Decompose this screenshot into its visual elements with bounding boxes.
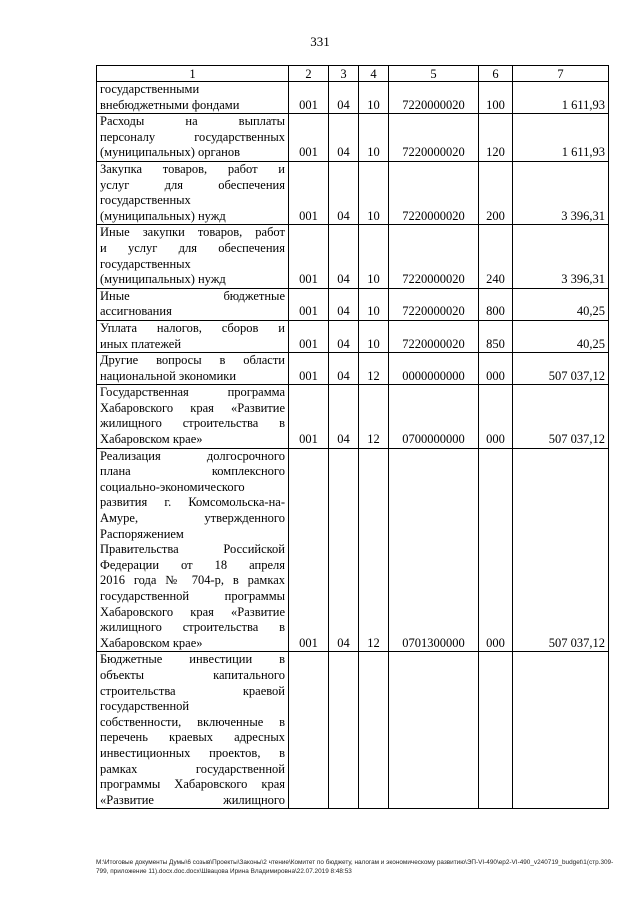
table-row [97, 353, 609, 385]
row-name-line: рамках государственной [100, 761, 285, 776]
code-expense-type-cell: 000 [479, 448, 513, 652]
row-name-line: перечень краевых адресных [100, 730, 285, 745]
col-header-6: 6 [479, 66, 513, 82]
code-admin-cell: 001 [289, 161, 329, 224]
row-name-line: государственных [100, 193, 191, 208]
document-footer: M:\Итоговые документы Думы\6 созыв\Проекты\Законы\2 чтение\Комитет по бюджету, налогам и экономическому развитию\ЭП-VI-490\ep2-VI-490_v240719_budget\1(стр.309-799, приложение 11).docx.doc.docx\Швацова Ирина Владимировна\22.07.2019 8:48:53 [96, 859, 614, 875]
row-name-cell [97, 288, 289, 320]
col-header-2: 2 [289, 66, 329, 82]
code-admin-cell: 001 [289, 353, 329, 385]
row-name-line: и услуг для обеспечения [100, 240, 285, 255]
row-name-line: строительства краевой [100, 683, 285, 698]
row-name-line: 2016 года № 704-р, в рамках [100, 573, 285, 588]
row-name-line: государственной [100, 699, 190, 714]
code-expense-type-cell: 850 [479, 320, 513, 352]
col-header-3: 3 [329, 66, 359, 82]
code-target-cell: 7220000020 [389, 225, 479, 288]
row-name-line: Уплата налогов, сборов и [100, 320, 285, 335]
code-expense-type-cell: 000 [479, 353, 513, 385]
row-name-cell [97, 652, 289, 809]
code-subsection-cell: 10 [359, 320, 389, 352]
amount-cell: 40,25 [513, 320, 609, 352]
code-target-cell: 7220000020 [389, 320, 479, 352]
code-subsection-cell: 10 [359, 288, 389, 320]
row-name-line: (муниципальных) нужд [100, 208, 226, 223]
row-name-cell [97, 161, 289, 224]
row-name-line: Хабаровском крае» [100, 432, 203, 447]
code-target-cell [389, 652, 479, 809]
row-name-line: инвестиционных проектов, в [100, 745, 285, 760]
row-name-line: персоналу государственных [100, 129, 285, 144]
row-name-line: Государственная программа [100, 385, 285, 400]
code-subsection-cell: 12 [359, 353, 389, 385]
code-target-cell: 0000000000 [389, 353, 479, 385]
row-name-cell [97, 225, 289, 288]
code-subsection-cell: 10 [359, 82, 389, 114]
row-name-line: Хабаровском крае» [100, 635, 203, 650]
row-name-line: Другие вопросы в области [100, 353, 285, 368]
row-name-line: государственной программы [100, 589, 285, 603]
code-subsection-cell: 10 [359, 225, 389, 288]
code-section-cell: 04 [329, 385, 359, 448]
row-name-line: социально-экономического [100, 479, 245, 494]
row-name-line: Хабаровского края «Развитие [100, 400, 285, 415]
row-name-line: жилищного строительства в [100, 416, 285, 431]
col-header-7: 7 [513, 66, 609, 82]
code-section-cell: 04 [329, 82, 359, 114]
row-name-cell [97, 114, 289, 162]
code-admin-cell: 001 [289, 448, 329, 652]
code-target-cell: 7220000020 [389, 82, 479, 114]
code-target-cell: 7220000020 [389, 288, 479, 320]
amount-cell: 40,25 [513, 288, 609, 320]
code-section-cell: 04 [329, 353, 359, 385]
code-section-cell: 04 [329, 225, 359, 288]
code-subsection-cell: 10 [359, 114, 389, 162]
amount-cell: 1 611,93 [513, 82, 609, 114]
row-name-line: государственных [100, 256, 191, 271]
code-admin-cell [289, 652, 329, 809]
row-name-cell [97, 385, 289, 448]
row-name-line: Иные закупки товаров, работ [100, 225, 285, 240]
code-subsection-cell [359, 652, 389, 809]
row-name-line: услуг для обеспечения [100, 177, 285, 192]
row-name-line: иных платежей [100, 336, 182, 351]
row-name-line: Закупка товаров, работ и [100, 161, 285, 176]
table-row [97, 82, 609, 114]
col-header-5: 5 [389, 66, 479, 82]
amount-cell: 3 396,31 [513, 225, 609, 288]
row-name-line: Распоряжением [100, 526, 184, 541]
row-name-line: государственными [100, 82, 200, 96]
code-target-cell: 0701300000 [389, 448, 479, 652]
code-admin-cell: 001 [289, 114, 329, 162]
code-section-cell: 04 [329, 114, 359, 162]
col-header-1: 1 [97, 66, 289, 82]
code-admin-cell: 001 [289, 320, 329, 352]
table-body [97, 82, 609, 809]
code-section-cell: 04 [329, 448, 359, 652]
code-subsection-cell: 10 [359, 161, 389, 224]
row-name-line: (муниципальных) нужд [100, 272, 226, 287]
code-target-cell: 0700000000 [389, 385, 479, 448]
row-name-line: Федерации от 18 апреля [100, 557, 285, 572]
row-name-line: Расходы на выплаты [100, 114, 285, 129]
table-row [97, 161, 609, 224]
budget-table [96, 65, 609, 809]
row-name-cell [97, 82, 289, 114]
row-name-line: объекты капитального [100, 667, 285, 682]
code-subsection-cell: 12 [359, 385, 389, 448]
code-expense-type-cell: 800 [479, 288, 513, 320]
row-name-cell [97, 353, 289, 385]
row-name-line: национальной экономики [100, 368, 237, 383]
table-row [97, 225, 609, 288]
table-row [97, 320, 609, 352]
amount-cell [513, 652, 609, 809]
code-target-cell: 7220000020 [389, 161, 479, 224]
row-name-line: Правительства Российской [100, 542, 285, 557]
amount-cell: 3 396,31 [513, 161, 609, 224]
code-expense-type-cell: 100 [479, 82, 513, 114]
table-row [97, 652, 609, 809]
table-row [97, 288, 609, 320]
table-row [97, 385, 609, 448]
code-expense-type-cell: 200 [479, 161, 513, 224]
amount-cell: 507 037,12 [513, 353, 609, 385]
row-name-line: программы Хабаровского края [100, 777, 285, 792]
table-row [97, 448, 609, 652]
code-admin-cell: 001 [289, 82, 329, 114]
amount-cell: 507 037,12 [513, 385, 609, 448]
code-section-cell: 04 [329, 320, 359, 352]
row-name-line: жилищного строительства в [100, 620, 285, 635]
row-name-line: Реализация долгосрочного [100, 448, 285, 463]
amount-cell: 1 611,93 [513, 114, 609, 162]
row-name-line: (муниципальных) органов [100, 145, 241, 160]
row-name-line: Хабаровского края «Развитие [100, 604, 285, 619]
row-name-line: «Развитие жилищного [100, 792, 285, 807]
row-name-line: Иные бюджетные [100, 288, 285, 303]
code-expense-type-cell: 000 [479, 385, 513, 448]
row-name-line: ассигнования [100, 304, 172, 319]
code-expense-type-cell: 120 [479, 114, 513, 162]
header-row [97, 66, 609, 82]
col-header-4: 4 [359, 66, 389, 82]
code-admin-cell: 001 [289, 225, 329, 288]
page-number: 331 [310, 34, 330, 49]
code-admin-cell: 001 [289, 385, 329, 448]
row-name-line: плана комплексного [100, 464, 285, 479]
code-section-cell [329, 652, 359, 809]
code-admin-cell: 001 [289, 288, 329, 320]
code-expense-type-cell: 240 [479, 225, 513, 288]
row-name-line: собственности, включенные в [100, 714, 285, 729]
row-name-line: внебюджетными фондами [100, 97, 240, 112]
amount-cell: 507 037,12 [513, 448, 609, 652]
code-section-cell: 04 [329, 288, 359, 320]
code-expense-type-cell [479, 652, 513, 809]
row-name-line: Бюджетные инвестиции в [100, 652, 285, 667]
row-name-cell [97, 320, 289, 352]
code-target-cell: 7220000020 [389, 114, 479, 162]
row-name-line: Амуре, утвержденного [100, 511, 285, 526]
row-name-cell [97, 448, 289, 652]
code-section-cell: 04 [329, 161, 359, 224]
code-subsection-cell: 12 [359, 448, 389, 652]
row-name-line: развития г. Комсомольска-на- [100, 495, 285, 510]
table-row [97, 114, 609, 162]
